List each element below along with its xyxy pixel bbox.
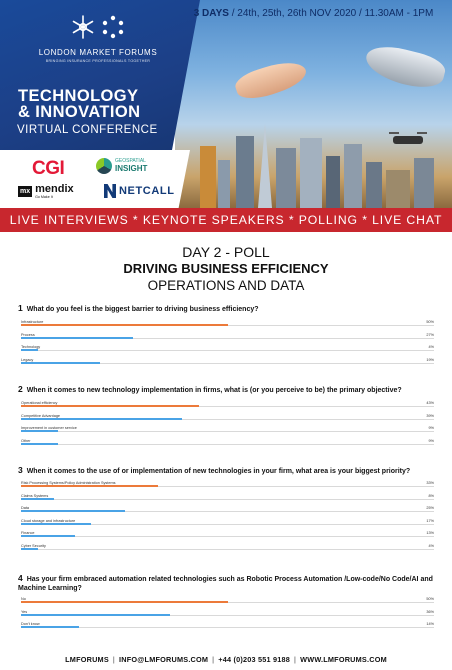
footer: LMFORUMS | INFO@LMFORUMS.COM | +44 (0)203 551 9188 | WWW.LMFORUMS.COM (65, 655, 387, 664)
event-days: 3 DAYS (193, 8, 229, 19)
option-label: Claims Systems (21, 493, 49, 498)
city-building (218, 160, 230, 208)
netcall-mark-icon (104, 184, 116, 198)
option-track (21, 627, 434, 628)
option-row (18, 345, 436, 358)
option-percent: 9% (428, 438, 434, 443)
option-percent: 8% (428, 493, 434, 498)
features-strip: LIVE INTERVIEWS * KEYNOTE SPEAKERS * POLLING * LIVE CHAT (0, 208, 452, 232)
header-banner (0, 0, 452, 208)
city-building (236, 136, 254, 208)
mendix-mark: mx (20, 188, 31, 195)
question-text: When it comes to the use of or implementation of new technologies in your firm, what area is your biggest priority? (26, 468, 411, 475)
question-number: 1 (18, 303, 23, 313)
city-building (300, 138, 322, 208)
lmf-logo (38, 14, 158, 63)
option-row (18, 320, 436, 333)
option-label: Process (21, 332, 35, 337)
conference-subtitle: VIRTUAL CONFERENCE (17, 124, 158, 136)
option-row (18, 414, 436, 427)
sponsor-netcall-logo (104, 184, 175, 198)
question-text: Has your firm embraced automation related technologies such as Robotic Process Automation /Low-code/No Code/AI and Machine Learning? (18, 576, 433, 593)
footer-email-link[interactable]: INFO@LMFORUMS.COM (119, 655, 209, 664)
footer-site: LMFORUMS (65, 655, 109, 664)
option-bar (21, 405, 199, 407)
option-percent: 4% (428, 543, 434, 548)
option-percent: 36% (426, 609, 434, 614)
option-label: Infrastructure (21, 320, 44, 325)
question-4 (18, 573, 436, 635)
option-list (18, 481, 436, 556)
question-title (18, 384, 436, 395)
sponsor-mendix-logo (18, 184, 74, 199)
question-1 (18, 303, 436, 370)
option-bar (21, 626, 79, 628)
option-row (18, 494, 436, 507)
option-percent: 13% (426, 531, 434, 536)
question-text: When it comes to new technology implementation in firms, what is (or you perceive to be) the primary objective? (26, 387, 402, 394)
option-label: Technology (21, 345, 41, 350)
option-row (18, 519, 436, 532)
option-bar (21, 601, 228, 603)
option-percent: 9% (428, 426, 434, 431)
people-circle-icon (100, 14, 126, 40)
option-list (18, 320, 436, 370)
option-row (18, 481, 436, 494)
option-bar (21, 498, 54, 500)
drone-graphic (393, 136, 423, 144)
option-row (18, 506, 436, 519)
sponsor-geospatial-logo (96, 158, 147, 174)
city-building (326, 156, 340, 208)
option-label: Cyber Security (21, 543, 46, 548)
option-label: Other (21, 438, 31, 443)
option-track (21, 499, 434, 500)
option-percent: 19% (426, 357, 434, 362)
snowflake-icon (70, 14, 96, 40)
question-title (18, 573, 436, 593)
option-row (18, 597, 436, 610)
option-bar (21, 485, 158, 487)
mendix-tagline: Go Make It (35, 195, 53, 199)
option-percent: 43% (426, 401, 434, 406)
event-date-range: / 24th, 25th, 26th NOV 2020 / 11.30AM - 1PM (228, 8, 434, 19)
footer-website-link[interactable]: WWW.LMFORUMS.COM (300, 655, 387, 664)
option-bar (21, 362, 100, 364)
option-bar (21, 418, 182, 420)
option-bar (21, 523, 91, 525)
option-track (21, 444, 434, 445)
poll-day-title: DAY 2 - POLL (182, 244, 270, 260)
geospatial-text-top: GEOSPATIAL (115, 157, 146, 164)
option-track (21, 549, 434, 550)
org-name: LONDON MARKET FORUMS (38, 48, 158, 57)
option-bar (21, 614, 170, 616)
option-list (18, 597, 436, 635)
option-row (18, 401, 436, 414)
question-number: 3 (18, 465, 23, 475)
question-number: 2 (18, 384, 23, 394)
conference-title-line1: TECHNOLOGY (18, 87, 139, 105)
sponsor-panel (0, 150, 190, 208)
option-label: Data (21, 506, 30, 511)
option-track (21, 431, 434, 432)
option-bar (21, 324, 228, 326)
option-percent: 33% (426, 481, 434, 486)
question-number: 4 (18, 573, 23, 583)
option-percent: 50% (426, 320, 434, 325)
question-title (18, 303, 436, 314)
option-bar (21, 443, 58, 445)
city-building (386, 170, 410, 208)
option-label: Don't know (21, 622, 40, 627)
geospatial-text-bottom: INSIGHT (115, 164, 148, 174)
city-building (344, 144, 362, 208)
city-building (366, 162, 382, 208)
option-row (18, 358, 436, 371)
poll-title: DRIVING BUSINESS EFFICIENCY (123, 261, 329, 276)
org-tagline: BRINGING INSURANCE PROFESSIONALS TOGETHER (45, 59, 151, 63)
option-row (18, 333, 436, 346)
option-row (18, 622, 436, 635)
question-title (18, 465, 436, 476)
option-label: Competitive Advantage (21, 413, 61, 418)
netcall-name: NETCALL (119, 185, 175, 197)
option-track (21, 350, 434, 351)
option-bar (21, 430, 58, 432)
option-label: Legacy (21, 357, 34, 362)
option-percent: 17% (426, 518, 434, 523)
option-row (18, 610, 436, 623)
option-percent: 25% (426, 506, 434, 511)
option-row (18, 426, 436, 439)
option-label: Yes (21, 609, 28, 614)
poll-subtitle: OPERATIONS AND DATA (147, 278, 305, 293)
footer-phone: +44 (0)203 551 9188 (218, 655, 291, 664)
conference-title-line2: & INNOVATION (18, 103, 141, 121)
question-text: What do you feel is the biggest barrier to driving business efficiency? (26, 306, 259, 313)
option-list (18, 401, 436, 451)
option-bar (21, 337, 133, 339)
option-bar (21, 548, 38, 550)
option-track (21, 536, 434, 537)
option-label: Finance (21, 531, 35, 536)
option-row (18, 531, 436, 544)
city-building (276, 148, 296, 208)
city-building (414, 158, 434, 208)
option-label: Operational efficiency (21, 401, 58, 406)
option-bar (21, 535, 75, 537)
geospatial-mark-icon (96, 158, 112, 174)
option-percent: 50% (426, 597, 434, 602)
question-3 (18, 465, 436, 556)
option-label: Improvement in customer service (21, 426, 77, 431)
option-row (18, 544, 436, 557)
option-label: Risk Processing Systems/Policy Administration Systems (21, 481, 116, 486)
sponsor-cgi-logo: CGI (32, 158, 65, 179)
event-dates (175, 8, 452, 19)
option-bar (21, 349, 38, 351)
option-bar (21, 510, 125, 512)
option-row (18, 439, 436, 452)
option-percent: 14% (426, 622, 434, 627)
option-percent: 4% (428, 345, 434, 350)
question-2 (18, 384, 436, 451)
option-label: No (21, 597, 26, 602)
mendix-name: mendix (35, 183, 74, 195)
option-percent: 39% (426, 413, 434, 418)
option-percent: 27% (426, 332, 434, 337)
option-label: Cloud storage and infrastructure (21, 518, 76, 523)
city-building (200, 146, 216, 208)
